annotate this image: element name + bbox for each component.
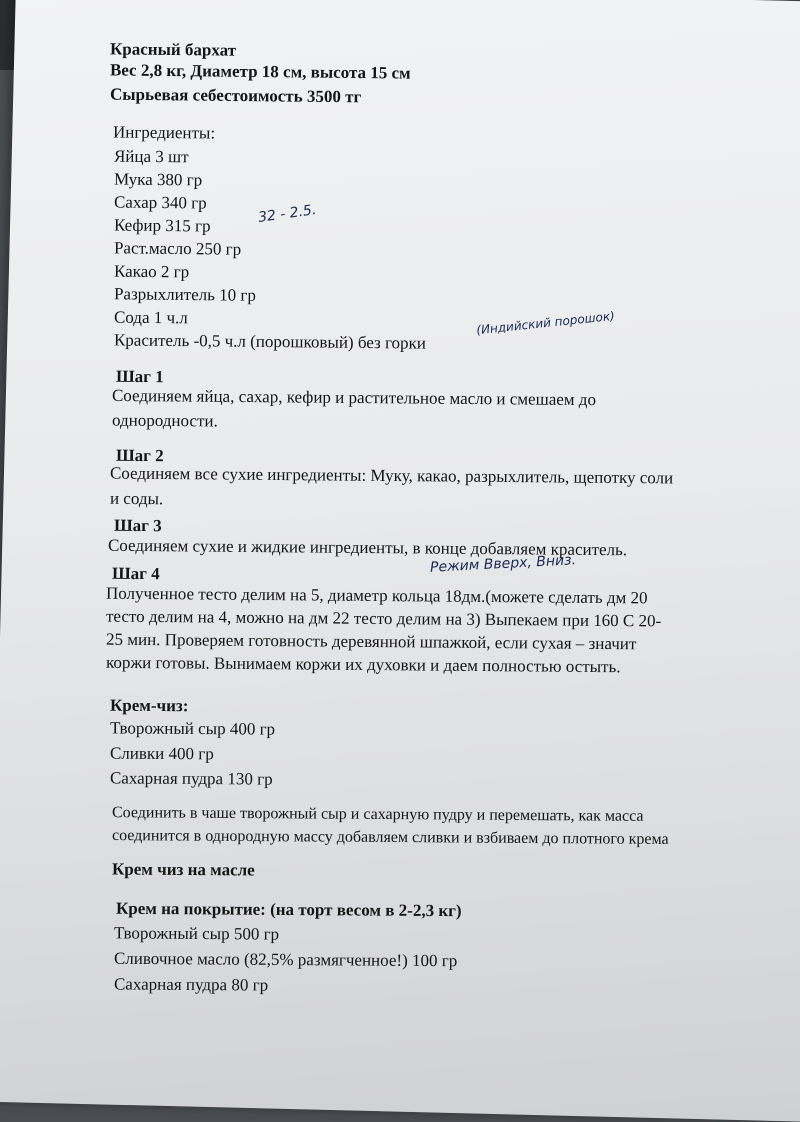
step-2-line: Соединяем все сухие ингредиенты: Муку, какао, разрыхлитель, щепотку соли	[109, 463, 674, 488]
cream-cheese-item: Творожный сыр 400 гр	[109, 718, 276, 739]
butter-cream-heading: Крем чиз на масле	[111, 859, 255, 880]
coating-item: Творожный сыр 500 гр	[113, 923, 280, 944]
cream-cheese-instructions: соединится в однородную массу добавляем сливки и взбиваем до плотного крема	[111, 827, 669, 848]
ingredient-item: Кефир 315 гр	[113, 215, 211, 236]
ingredient-item: Яйца 3 шт	[113, 146, 189, 167]
ingredient-item: Сахар 340 гр	[113, 192, 207, 213]
ingredients-heading: Ингредиенты:	[112, 122, 216, 143]
coating-heading: Крем на покрытие: (на торт весом в 2-2,3 кг)	[115, 898, 462, 921]
cream-cheese-heading: Крем-чиз:	[109, 695, 189, 716]
handwritten-kefir-note: 32 - 2.5.	[257, 202, 318, 226]
step-4-line: коржи готовы. Вынимаем коржи их духовки и даем полностью остыть.	[105, 652, 621, 677]
ingredient-item: Разрыхлитель 10 гр	[113, 284, 257, 305]
step-1-line: Соединяем яйца, сахар, кефир и растительное масло и смешаем до	[111, 385, 597, 410]
cream-cheese-item: Сахарная пудра 130 гр	[109, 768, 273, 789]
ingredient-item: Мука 380 гр	[113, 169, 203, 190]
recipe-params: Вес 2,8 кг, Диаметр 18 см, высота 15 см	[109, 60, 411, 83]
ingredient-item: Какао 2 гр	[113, 261, 190, 282]
step-3-title: Шаг 3	[113, 515, 162, 536]
ingredient-item: Раст.масло 250 гр	[113, 238, 242, 259]
handwritten-mode-note: Режим Вверх, Вниз.	[429, 552, 577, 576]
cream-cheese-instructions: Соединить в чаше творожный сыр и сахарную пудру и перемешать, как масса	[111, 804, 644, 825]
coating-item: Сахарная пудра 80 гр	[113, 974, 269, 995]
ingredient-item: Сода 1 ч.л	[113, 307, 188, 328]
step-2-line: и соды.	[109, 488, 164, 509]
step-4-line: 25 мин. Проверяем готовность деревянной шпажкой, если сухая – значит	[105, 629, 637, 654]
recipe-cost: Сырьевая себестоимость 3500 тг	[109, 84, 362, 107]
step-2-title: Шаг 2	[115, 445, 164, 466]
step-4-title: Шаг 4	[111, 563, 160, 584]
step-4-line: Полученное тесто делим на 5, диаметр кольца 18дм.(можете сделать дм 20	[105, 583, 648, 608]
coating-item: Сливочное масло (82,5% размягченное!) 100 гр	[113, 948, 458, 971]
step-3-line: Соединяем сухие и жидкие ингредиенты, в конце добавляем краситель.	[107, 535, 628, 560]
recipe-title: Красный бархат	[109, 39, 237, 60]
step-1-title: Шаг 1	[115, 366, 164, 387]
step-4-line: тесто делим на 4, можно на дм 22 тесто делим на 3) Выпекаем при 160 С 20-	[105, 606, 662, 631]
step-1-line: однородности.	[111, 410, 218, 431]
handwritten-dye-note: (Индийский порошок)	[475, 308, 616, 338]
cream-cheese-item: Сливки 400 гр	[109, 743, 214, 764]
ingredient-item: Краситель -0,5 ч.л (порошковый) без горки	[113, 330, 427, 353]
